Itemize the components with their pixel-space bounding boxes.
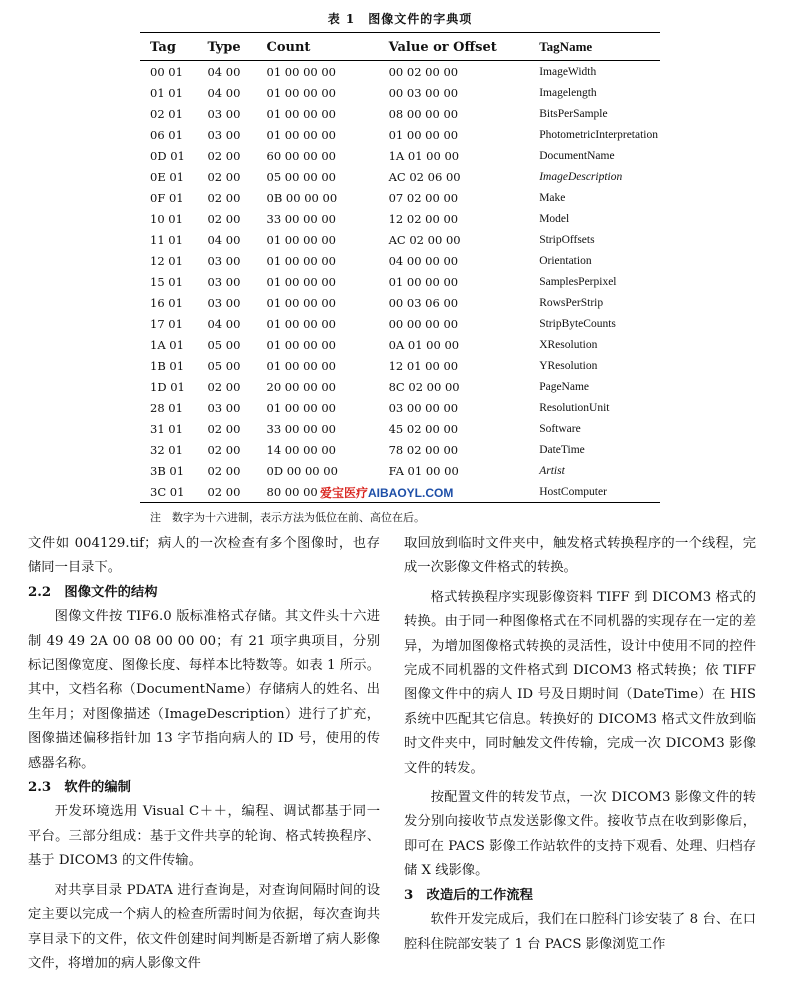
right-paragraph-1: 取回放到临时文件夹中，触发格式转换程序的一个线程，完成一次影像文件格式的转换。 (404, 536, 756, 576)
cell-value-offset: 03 00 00 00 (388, 400, 459, 415)
cell-type: 02 00 (207, 148, 241, 163)
cell-type: 04 00 (207, 232, 241, 247)
cell-tagname: Model (539, 212, 570, 225)
cell-tagname: Imagelength (539, 86, 597, 99)
cell-count: 01 00 00 00 (266, 127, 336, 142)
cell-type: 03 00 (207, 295, 241, 310)
cell-count: 01 00 00 00 (266, 232, 336, 247)
cell-type: 03 00 (207, 127, 241, 142)
cell-value-offset: AC 02 00 00 (388, 232, 461, 247)
cell-count: 0B 00 00 00 (266, 190, 338, 205)
cell-tag: 3B 01 (150, 463, 185, 478)
cell-tagname: Orientation (539, 254, 592, 267)
cell-count: 01 00 00 00 (266, 295, 336, 310)
cell-tag: 32 01 (150, 442, 183, 457)
header-tag: Tag (140, 33, 205, 61)
table-row (140, 166, 660, 187)
dictionary-table-wrapper (140, 32, 660, 503)
watermark-logo (320, 484, 453, 501)
cell-value-offset: 08 00 00 00 (388, 106, 459, 121)
left-column (28, 532, 380, 976)
left-paragraph-1: 文件如 004129.tif；病人的一次检查有多个图像时，也存储同一目录下。 (28, 536, 380, 576)
cell-tag: 1A 01 (150, 337, 184, 352)
cell-type: 03 00 (207, 274, 241, 289)
cell-count: 01 00 00 00 (266, 358, 336, 373)
cell-value-offset: 04 00 00 00 (388, 253, 459, 268)
table-row (140, 208, 660, 229)
cell-count: 05 00 00 00 (266, 169, 336, 184)
cell-type: 02 00 (207, 442, 241, 457)
cell-count: 60 00 00 00 (266, 148, 336, 163)
section-heading-3: 3 改造后的工作流程 (404, 887, 533, 903)
left-paragraph-4: 对共享目录 PDATA 进行查询是，对查询间隔时间的设定主要以完成一个病人的检查所需时间为依据，每次查询共享目录下的文件，依文件创建时间判断是否新增了病人影像文件，将增加的病人影像文件 (28, 882, 380, 971)
table-row (140, 397, 660, 418)
cell-value-offset: 12 01 00 00 (388, 358, 459, 373)
right-paragraph-3: 按配置文件的转发节点，一次 DICOM3 影像文件的转发分别向接收节点发送影像文件。接收节点在收到影像后，即可在 PACS 影像工作站软件的支持下观看、处理、归档存储 X 线影像。 (404, 790, 756, 879)
cell-value-offset: 78 02 00 00 (388, 442, 459, 457)
cell-count: 33 00 00 00 (266, 421, 336, 436)
cell-value-offset: 00 03 00 00 (388, 85, 459, 100)
cell-count: 01 00 00 00 (266, 337, 336, 352)
cell-tag: 12 01 (150, 253, 183, 268)
cell-type: 02 00 (205, 481, 264, 503)
cell-tagname: YResolution (539, 359, 598, 372)
table-row (140, 376, 660, 397)
table-row (140, 439, 660, 460)
cell-type: 04 00 (207, 85, 241, 100)
cell-tag: 02 01 (150, 106, 183, 121)
cell-type: 05 00 (207, 358, 241, 373)
cell-type: 02 00 (207, 379, 241, 394)
cell-value-offset: 01 00 00 00 (388, 274, 459, 289)
cell-tag: 15 01 (150, 274, 183, 289)
table-body (140, 61, 660, 503)
cell-type: 04 00 (207, 316, 241, 331)
table-row (140, 82, 660, 103)
cell-tag: 0F 01 (150, 190, 184, 205)
left-paragraph-3: 开发环境选用 Visual C＋＋，编程、调试都基于同一平台。三部分组成：基于文件共享的轮询、格式转换程序、基于 DICOM3 的文件传输。 (28, 804, 380, 869)
cell-type: 02 00 (207, 421, 241, 436)
right-column (404, 532, 756, 957)
table-note: 注 数字为十六进制，表示方法为低位在前、高位在后。 (150, 511, 425, 524)
header-tagname: TagName (509, 33, 660, 61)
table-row (140, 61, 660, 83)
cell-tag: 01 01 (150, 85, 183, 100)
table-row (140, 103, 660, 124)
cell-value-offset: 00 00 00 00 (388, 316, 459, 331)
cell-tag: 06 01 (150, 127, 183, 142)
cell-value-offset: 8C 02 00 00 (388, 379, 460, 394)
table-row (140, 355, 660, 376)
cell-tag: 11 01 (150, 232, 183, 247)
table-row (140, 418, 660, 439)
cell-count: 14 00 00 00 (266, 442, 336, 457)
cell-tag: 1D 01 (150, 379, 185, 394)
cell-value-offset: 1A 01 00 00 (388, 148, 460, 163)
right-paragraph-4: 软件开发完成后，我们在口腔科门诊安装了 8 台、在口腔科住院部安装了 1 台 PACS 影像浏览工作 (404, 912, 756, 952)
header-value-offset: Value or Offset (369, 33, 510, 61)
table-header-row (140, 33, 660, 61)
left-paragraph-2: 图像文件按 TIF6.0 版标准格式存储。其文件头十六进制 49 49 2A 00 08 00 00 00；有 21 项字典项目，分别标记图像宽度、图像长度、每样本比特数等。如表 1 所示。其中，文档名称（DocumentName）存储病人的姓名、出生年月；对图像描述（ImageDescription）进行了扩充，图像描述偏移指针加 13 字节指向病人的 ID 号，使用的传感器名称。 (28, 609, 380, 771)
cell-type: 05 00 (207, 337, 241, 352)
cell-count: 01 00 00 00 (266, 253, 336, 268)
cell-count: 01 00 00 00 (266, 85, 336, 100)
section-heading-2-2: 2.2 图像文件的结构 (28, 584, 158, 600)
cell-tagname: Make (539, 191, 566, 204)
cell-type: 04 00 (207, 64, 241, 79)
cell-tagname: PhotometricInterpretation (539, 128, 658, 141)
cell-value-offset: 00 03 06 00 (388, 295, 459, 310)
watermark-cn: 爱宝医疗 (320, 486, 369, 500)
cell-value-offset: 07 02 00 00 (388, 190, 459, 205)
cell-tagname: SamplesPerpixel (539, 275, 617, 288)
cell-type: 02 00 (207, 463, 241, 478)
cell-value-offset: 00 02 00 00 (388, 64, 459, 79)
table-row (140, 229, 660, 250)
cell-count: 01 00 00 00 (266, 274, 336, 289)
cell-tagname: DocumentName (539, 149, 615, 162)
watermark-en: AIBAOYL (368, 486, 423, 500)
cell-tagname: Software (539, 422, 581, 435)
cell-count: 01 00 00 00 (266, 400, 336, 415)
cell-tagname: StripOffsets (539, 233, 595, 246)
table-row (140, 460, 660, 481)
cell-value-offset: 45 02 00 00 (388, 421, 459, 436)
section-heading-2-3: 2.3 软件的编制 (28, 780, 131, 796)
table-row (140, 292, 660, 313)
table-row (140, 145, 660, 166)
cell-tagname: ResolutionUnit (539, 401, 610, 414)
cell-tagname: DateTime (539, 443, 585, 456)
cell-type: 03 00 (207, 106, 241, 121)
cell-tagname: ImageWidth (539, 65, 597, 78)
cell-type: 02 00 (207, 169, 241, 184)
cell-tag: 31 01 (150, 421, 183, 436)
cell-tag: 0D 01 (150, 148, 185, 163)
table-row (140, 313, 660, 334)
cell-count: 01 00 00 00 (266, 316, 336, 331)
cell-count: 01 00 00 00 (266, 64, 336, 79)
cell-tag: 1B 01 (150, 358, 185, 373)
cell-tagname: RowsPerStrip (539, 296, 604, 309)
cell-type: 02 00 (207, 211, 241, 226)
cell-tag: 28 01 (150, 400, 183, 415)
table-row (140, 334, 660, 355)
table-row (140, 271, 660, 292)
right-paragraph-2: 格式转换程序实现影像资料 TIFF 到 DICOM3 格式的转换。由于同一种图像格式在不同机器的实现存在一定的差异，为增加图像格式转换的灵活性，设计中使用不同的控件完成不同机器的文件格式到 DICOM3 格式转换；依 TIFF 图像文件中的病人 ID 号及日期时间（DateTime）在 HIS 系统中匹配其它信息。转换好的 DICOM3 格式文件放到临时文件夹中，同时触发文件传输，完成一次 DICOM3 影像文件的转发。 (404, 589, 756, 776)
cell-tag: 17 01 (150, 316, 183, 331)
cell-tag: 0E 01 (150, 169, 185, 184)
cell-tagname: BitsPerSample (539, 107, 608, 120)
cell-value-offset: 01 00 00 00 (388, 127, 459, 142)
table-caption: 表 1 图像文件的字典项 (327, 12, 473, 26)
cell-count: 20 00 00 00 (266, 379, 336, 394)
table-row (140, 187, 660, 208)
header-count: Count (265, 33, 369, 61)
cell-tagname: HostComputer (509, 481, 660, 503)
cell-tag: 16 01 (150, 295, 183, 310)
cell-type: 02 00 (207, 190, 241, 205)
dictionary-table (140, 32, 660, 503)
cell-value-offset: AC 02 06 00 (388, 169, 461, 184)
cell-tagname: Artist (539, 464, 565, 477)
watermark-com: .COM (422, 486, 454, 500)
table-row (140, 124, 660, 145)
cell-count: 0D 00 00 00 (266, 463, 338, 478)
cell-tagname: ImageDescription (539, 170, 623, 183)
cell-value-offset: 12 02 00 00 (388, 211, 459, 226)
cell-count: 01 00 00 00 (266, 106, 336, 121)
cell-value-offset: 0A 01 00 00 (388, 337, 460, 352)
cell-value-offset: FA 01 00 00 (388, 463, 459, 478)
table-row (140, 250, 660, 271)
cell-type: 03 00 (207, 253, 241, 268)
cell-count: 33 00 00 00 (266, 211, 336, 226)
cell-tag: 00 01 (150, 64, 183, 79)
cell-tag: 10 01 (150, 211, 183, 226)
cell-count: 80 00 00 (265, 481, 369, 503)
cell-tagname: XResolution (539, 338, 598, 351)
cell-type: 03 00 (207, 400, 241, 415)
header-type: Type (205, 33, 264, 61)
cell-tagname: PageName (539, 380, 590, 393)
cell-tagname: StripByteCounts (539, 317, 616, 330)
cell-tag: 3C 01 (140, 481, 205, 503)
